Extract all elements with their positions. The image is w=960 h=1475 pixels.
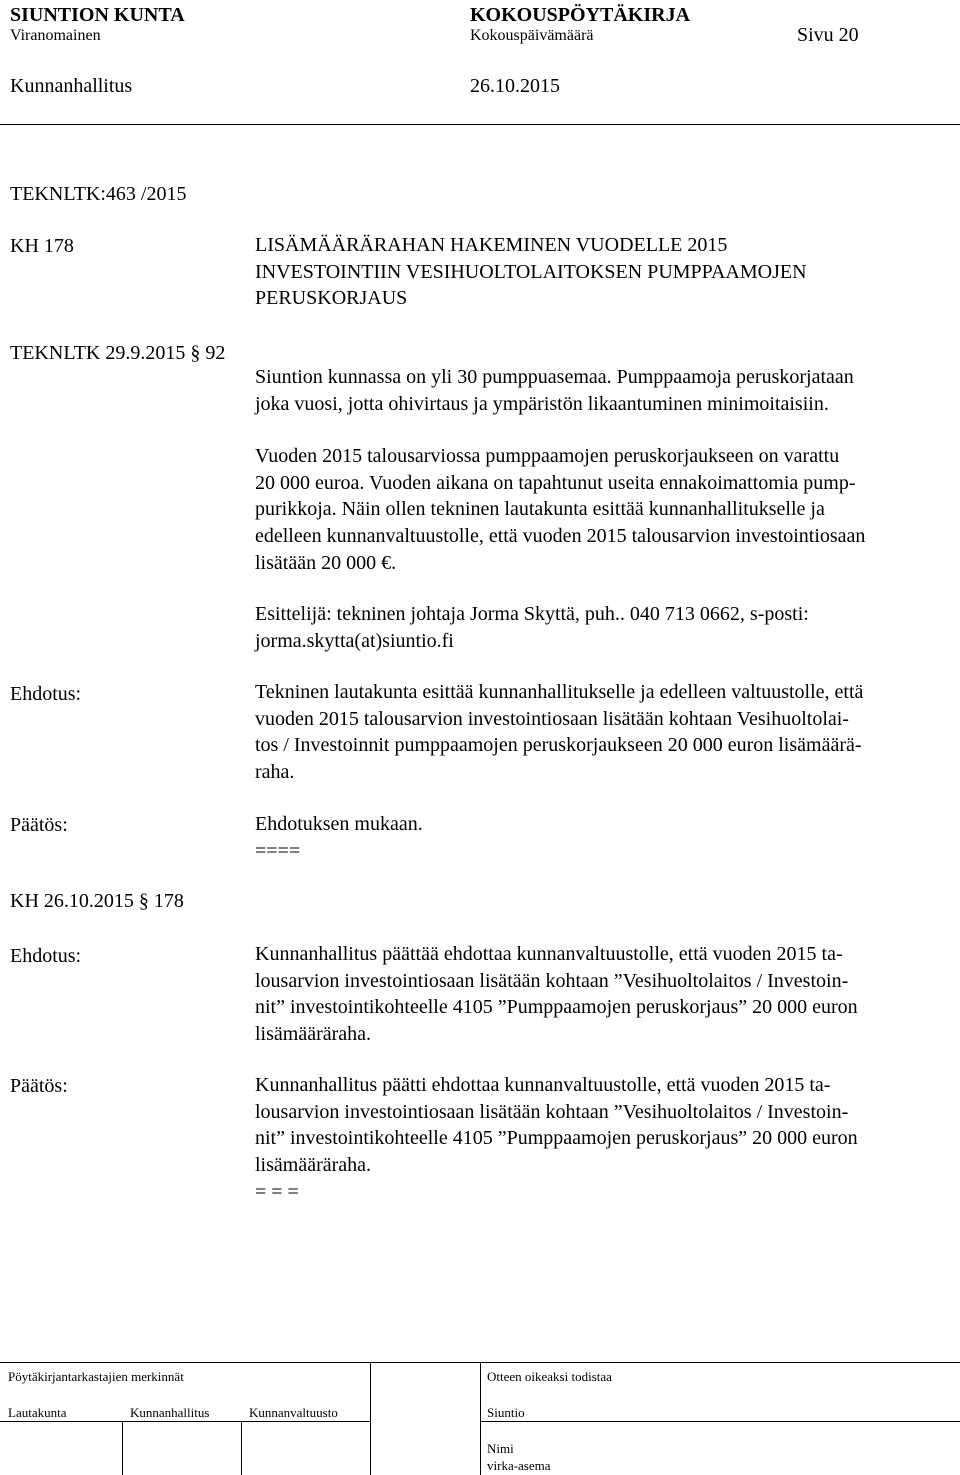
paragraph-line: Tekninen lautakunta esittää kunnanhallitukselle ja edelleen valtuustolle, että (255, 681, 864, 703)
paragraph-line: lisämääräraha. (255, 1154, 372, 1177)
paragraph-line: Kunnanhallitus päätti ehdottaa kunnanvaltuustolle, että vuoden 2015 ta- (255, 1074, 831, 1096)
paragraph-line: joka vuosi, jotta ohivirtaus ja ympäristön likaantuminen minimoitaisiin. (255, 392, 829, 415)
paragraph-line: Ehdotuksen mukaan. (255, 813, 423, 835)
teknltk-reference: TEKNLTK 29.9.2015 § 92 (10, 342, 226, 364)
footer-name-label: Nimi (487, 1441, 514, 1456)
paragraph-line: Siuntion kunnassa on yli 30 pumppuasemaa. Pumppaamoja peruskorjataan (255, 366, 854, 388)
teknltk-paragraph-2 (255, 443, 955, 577)
authority-name: Kunnanhallitus (10, 75, 133, 97)
paragraph-line: purikkoja. Näin ollen tekninen lautakunta esittää kunnanhallitukselle ja (255, 498, 825, 521)
section-title-line: INVESTOINTIIN VESIHUOLTOLAITOKSEN PUMPPAAMOJEN (255, 260, 807, 283)
footer-grid-line (370, 1362, 371, 1475)
footer-grid-line (480, 1421, 960, 1422)
section-title (255, 232, 955, 312)
paragraph-line: Vuoden 2015 talousarviossa pumppaamojen peruskorjaukseen on varattu (255, 445, 840, 467)
paragraph-line: lisämääräraha. (255, 1023, 372, 1046)
teknltk-paragraph-1 (255, 364, 955, 417)
checkers-label: Pöytäkirjantarkastajien merkinnät (8, 1369, 184, 1384)
paragraph-line: lousarvion investointiosaan lisätään kohtaan ”Vesihuoltolaitos / Investoin- (255, 1100, 849, 1123)
section-title-line: LISÄMÄÄRÄRAHAN HAKEMINEN VUODELLE 2015 (255, 234, 728, 256)
paragraph-line: jorma.skytta(at)siuntio.fi (255, 629, 454, 652)
authority-label: Viranomainen (10, 27, 101, 44)
footer-grid-line (0, 1421, 370, 1422)
paragraph-line: raha. (255, 761, 295, 784)
end-marker: = = = (255, 1180, 299, 1203)
meeting-date: 26.10.2015 (470, 75, 560, 97)
footer-col-lautakunta: Lautakunta (8, 1405, 67, 1420)
presenter-info (255, 601, 955, 654)
paragraph-line: vuoden 2015 talousarvion investointiosaan lisätään kohtaan Vesihuoltolai- (255, 707, 849, 730)
teknltk-decision-label: Päätös: (10, 814, 68, 836)
paragraph-line: Esittelijä: tekninen johtaja Jorma Skyttä, puh.. 040 713 0662, s-posti: (255, 603, 809, 625)
paragraph-line: lisätään 20 000 €. (255, 551, 397, 574)
kh-decision-label: Päätös: (10, 1075, 68, 1097)
kh-decision (255, 1072, 955, 1206)
paragraph-line: edelleen kunnanvaltuustolle, että vuoden 2015 talousarvion investointiosaan (255, 525, 866, 548)
page-number: Sivu 20 (797, 24, 859, 46)
paragraph-line: Kunnanhallitus päättää ehdottaa kunnanvaltuustolle, että vuoden 2015 ta- (255, 943, 843, 965)
kh-proposal (255, 941, 955, 1048)
footer-place: Siuntio (487, 1405, 525, 1420)
paragraph-line: tos / Investoinnit pumppaamojen peruskorjaukseen 20 000 euron lisämäärä- (255, 734, 862, 757)
end-marker: ==== (255, 839, 301, 862)
section-number: KH 178 (10, 235, 74, 257)
footer-grid-line (122, 1421, 123, 1475)
footer-grid-line (480, 1362, 481, 1475)
case-reference: TEKNLTK:463 /2015 (10, 183, 187, 205)
footer-col-kunnanhallitus: Kunnanhallitus (130, 1405, 210, 1420)
section-title-line: PERUSKORJAUS (255, 287, 408, 310)
paragraph-line: lousarvion investointiosaan lisätään kohtaan ”Vesihuoltolaitos / Investoin- (255, 969, 849, 992)
paragraph-line: nit” investointikohteelle 4105 ”Pumppaamojen peruskorjaus” 20 000 euron (255, 996, 858, 1019)
teknltk-decision (255, 811, 955, 864)
footer-col-kunnanvaltuusto: Kunnanvaltuusto (249, 1405, 338, 1420)
document-type: KOKOUSPÖYTÄKIRJA (470, 4, 691, 26)
kh-reference: KH 26.10.2015 § 178 (10, 890, 184, 912)
teknltk-proposal-label: Ehdotus: (10, 683, 82, 705)
paragraph-line: nit” investointikohteelle 4105 ”Pumppaamojen peruskorjaus” 20 000 euron (255, 1127, 858, 1150)
kh-proposal-label: Ehdotus: (10, 945, 82, 967)
footer-grid-line (241, 1421, 242, 1475)
meeting-date-label: Kokouspäivämäärä (470, 27, 594, 44)
footer-title-label: virka-asema (487, 1458, 551, 1473)
teknltk-proposal (255, 679, 955, 786)
paragraph-line: 20 000 euroa. Vuoden aikana on tapahtunut useita ennakoimattomia pump- (255, 471, 856, 494)
certified-label: Otteen oikeaksi todistaa (487, 1369, 612, 1384)
header-divider (0, 124, 960, 125)
org-name: SIUNTION KUNTA (10, 4, 185, 26)
